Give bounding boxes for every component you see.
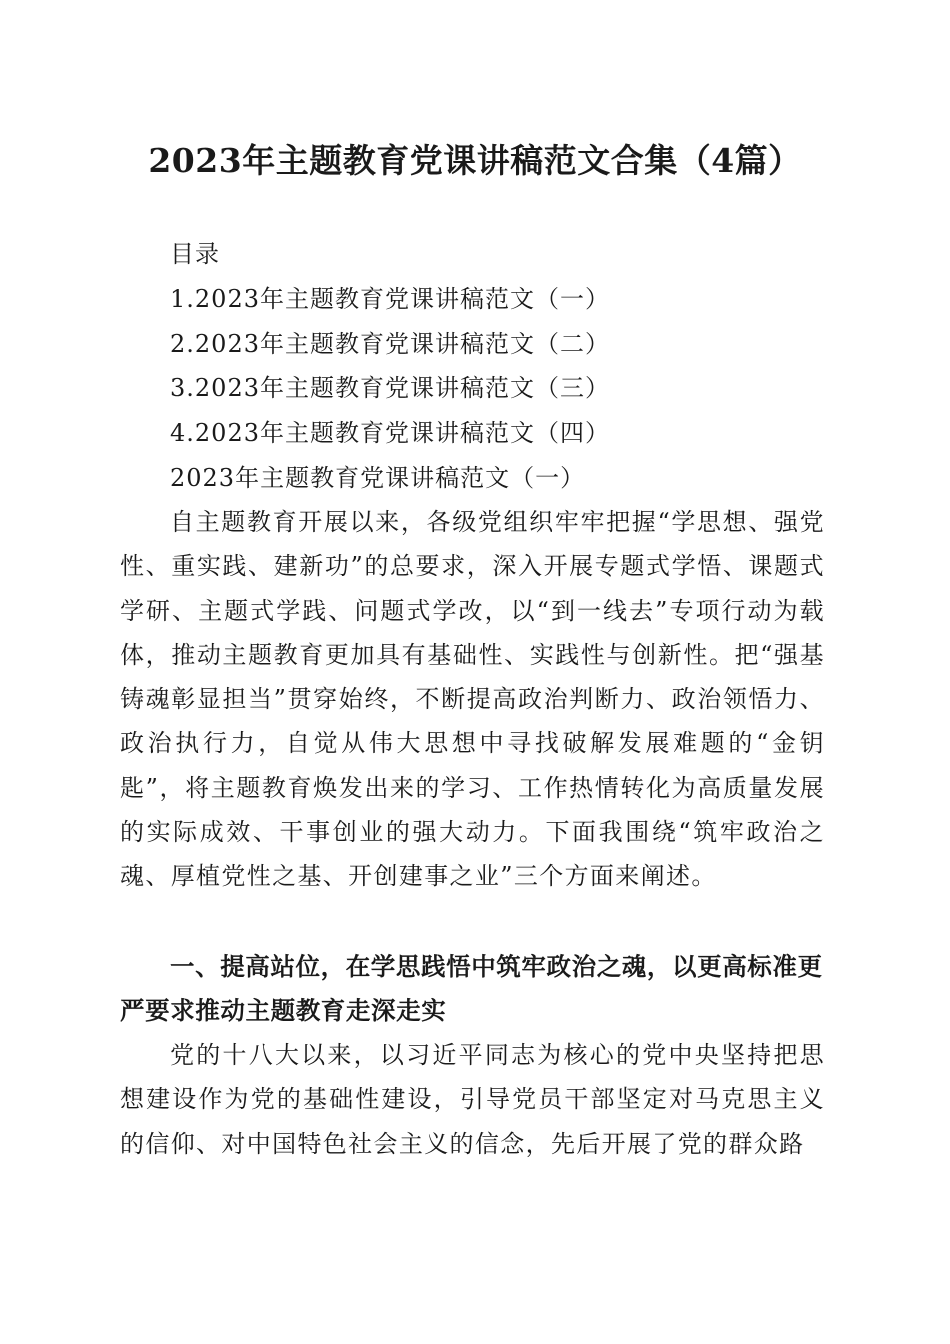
toc-heading: 目录 (170, 240, 220, 268)
body-paragraph-1: 自主题教育开展以来，各级党组织牢牢把握“学思想、强党性、重实践、建新功”的总要求，深入开展专题式学悟、课题式学研、主题式学践、问题式学改，以“到一线去”专项行动为载体，推动主题教育更加具有基础性、实践性与创新性。把“强基铸魂彰显担当”贯穿始终，不断提高政治判断力、政治领悟力、政治执行力，自觉从伟大思想中寻找破解发展难题的“金钥匙”，将主题教育焕发出来的学习、工作热情转化为高质量发展的实际成效、干事创业的强大动力。下面我围绕“筑牢政治之魂、厚植党性之基、开创建事之业”三个方面来阐述。 (120, 508, 825, 891)
toc-item-3[interactable]: 3.2023年主题教育党课讲稿范文（三） (170, 374, 610, 403)
section-title: 2023年主题教育党课讲稿范文（一） (170, 463, 586, 492)
toc-item-2[interactable]: 2.2023年主题教育党课讲稿范文（二） (170, 329, 610, 358)
document-title: 2023年主题教育党课讲稿范文合集（4篇） (148, 141, 802, 180)
toc-item-1[interactable]: 1.2023年主题教育党课讲稿范文（一） (170, 284, 610, 313)
body-paragraph-2: 党的十八大以来，以习近平同志为核心的党中央坚持把思想建设作为党的基础性建设，引导党员干部坚定对马克思主义的信仰、对中国特色社会主义的信念，先后开展了党的群众路 (120, 1041, 825, 1158)
section-heading-1: 一、提高站位，在学思践悟中筑牢政治之魂，以更高标准更严要求推动主题教育走深走实 (120, 952, 823, 1025)
table-of-contents (170, 232, 870, 501)
toc-item-4[interactable]: 4.2023年主题教育党课讲稿范文（四） (170, 419, 610, 448)
